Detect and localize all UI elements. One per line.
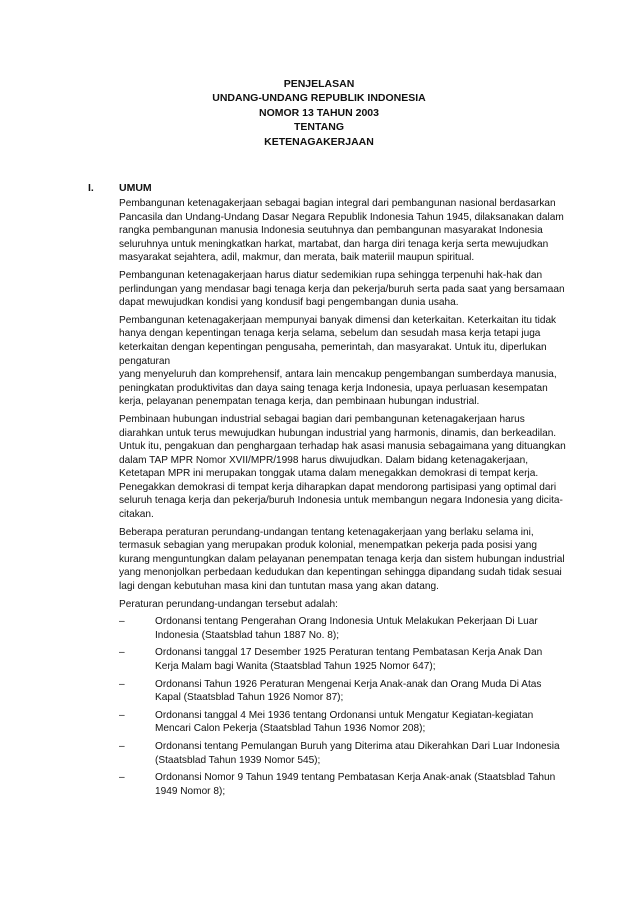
list-item-text: Ordonansi tanggal 4 Mei 1936 tentang Ordonansi untuk Mengatur Kegiatan-kegiatan Mencari Calon Pekerja (Staatsblad Tahun 1936 Nomor 208);	[155, 709, 534, 735]
title-line-undang-undang: UNDANG-UNDANG REPUBLIK INDONESIA	[212, 92, 426, 105]
section-body	[119, 197, 568, 798]
list-dash: –	[119, 647, 125, 659]
list-item-text: Ordonansi tentang Pemulangan Buruh yang Diterima atau Dikerahkan Dari Luar Indonesia (Staatsblad Tahun 1939 Nomor 545);	[155, 740, 560, 766]
paragraph: Peraturan perundang-undangan tersebut adalah:	[119, 598, 338, 610]
section-heading	[88, 182, 568, 197]
paragraph: Pembangunan ketenagakerjaan harus diatur sedemikian rupa sehingga terpenuhi hak-hak dan perlindungan yang mendasar bagi tenaga kerja dan pekerja/buruh serta pada saat yang bersamaan dapat mewujudkan kondisi yang kondusif bagi pengembangan dunia usaha.	[119, 269, 565, 309]
list-dash: –	[119, 678, 125, 690]
list-dash: –	[119, 616, 125, 628]
list-item	[119, 740, 568, 767]
list-item-text: Ordonansi tentang Pengerahan Orang Indonesia Untuk Melakukan Pekerjaan Di Luar Indonesia (Staatsblad tahun 1887 No. 8);	[155, 616, 538, 641]
paragraph: Pembinaan hubungan industrial sebagai bagian dari pembangunan ketenagakerjaan harus diarahkan untuk terus mewujudkan hubungan industrial yang harmonis, dinamis, dan berkeadilan. Untuk itu, pengakuan dan penghargaan terhadap hak asasi manusia sebagaimana yang dituangkan dalam TAP MPR Nomor XVII/MPR/1998 harus diwujudkan. Dalam bidang ketenagakerjaan, Ketetapan MPR ini merupakan tonggak utama dalam menegakkan demokrasi di tempat kerja. Penegakkan demokrasi di tempat kerja diharapkan dapat mendorong partisipasi yang optimal dari seluruh tenaga kerja dan pekerja/buruh Indonesia untuk membangun negara Indonesia yang dicita-citakan.	[119, 413, 566, 521]
title-line-subject: KETENAGAKERJAAN	[264, 135, 374, 148]
title-line-nomor: NOMOR 13 TAHUN 2003	[258, 106, 379, 119]
section-title: UMUM	[119, 182, 152, 194]
list-item-text: Ordonansi Nomor 9 Tahun 1949 tentang Pembatasan Kerja Anak-anak (Staatsblad Tahun 1949 Nomor 8);	[155, 772, 556, 797]
list-dash: –	[119, 740, 125, 752]
list-item	[119, 771, 568, 798]
document-title-block	[0, 77, 638, 149]
section-umum	[88, 182, 568, 802]
paragraph: Beberapa peraturan perundang-undangan tentang ketenagakerjaan yang berlaku selama ini, termasuk sebagian yang merupakan produk kolonial, menempatkan pekerja pada posisi yang kurang menguntungkan dalam pelayanan penempatan tenaga kerja dan sistem hubungan industrial yang menonjolkan perbedaan kedudukan dan kepentingan sehingga dipandang sudah tidak sesuai lagi dengan kebutuhan masa kini dan tuntutan masa yang akan datang.	[119, 526, 565, 593]
paragraph: yang menyeluruh dan komprehensif, antara lain mencakup pengembangan sumberdaya manusia, peningkatan produktivitas dan daya saing tenaga kerja Indonesia, upaya perluasan kesempatan kerja, pelayanan penempatan tenaga kerja, dan pembinaan hubungan industrial.	[119, 369, 557, 408]
title-line-tentang: TENTANG	[294, 121, 344, 134]
list-item	[119, 615, 568, 642]
list-item-text: Ordonansi Tahun 1926 Peraturan Mengenai Kerja Anak-anak dan Orang Muda Di Atas Kapal (Staatsblad Tahun 1926 Nomor 87);	[155, 678, 542, 704]
list-item	[119, 678, 568, 705]
list-item-text: Ordonansi tanggal 17 Desember 1925 Peraturan tentang Pembatasan Kerja Anak Dan Kerja Malam bagi Wanita (Staatsblad Tahun 1925 Nomor 647);	[155, 647, 543, 672]
list-item	[119, 646, 568, 673]
list-item	[119, 709, 568, 736]
paragraph: Pembangunan ketenagakerjaan mempunyai banyak dimensi dan keterkaitan. Keterkaitan itu tidak hanya dengan kepentingan tenaga kerja selama, sebelum dan sesudah masa kerja tetapi juga keterkaitan dengan kepentingan pengusaha, pemerintah, dan masyarakat. Untuk itu, diperlukan pengaturan	[119, 314, 557, 367]
list-dash: –	[119, 772, 125, 784]
regulation-list	[119, 615, 568, 798]
title-line-penjelasan: PENJELASAN	[283, 78, 355, 90]
paragraph: Pembangunan ketenagakerjaan sebagai bagian integral dari pembangunan nasional berdasarkan Pancasila dan Undang-Undang Dasar Negara Republik Indonesia Tahun 1945, dilaksanakan dalam rangka pembangunan manusia Indonesia seutuhnya dan pembangunan masyarakat Indonesia seluruhnya untuk meningkatkan harkat, martabat, dan harga diri tenaga kerja serta mewujudkan masyarakat sejahtera, adil, makmur, dan merata, baik materiil maupun spiritual.	[119, 198, 564, 264]
section-number: I.	[88, 182, 94, 194]
list-dash: –	[119, 709, 125, 721]
